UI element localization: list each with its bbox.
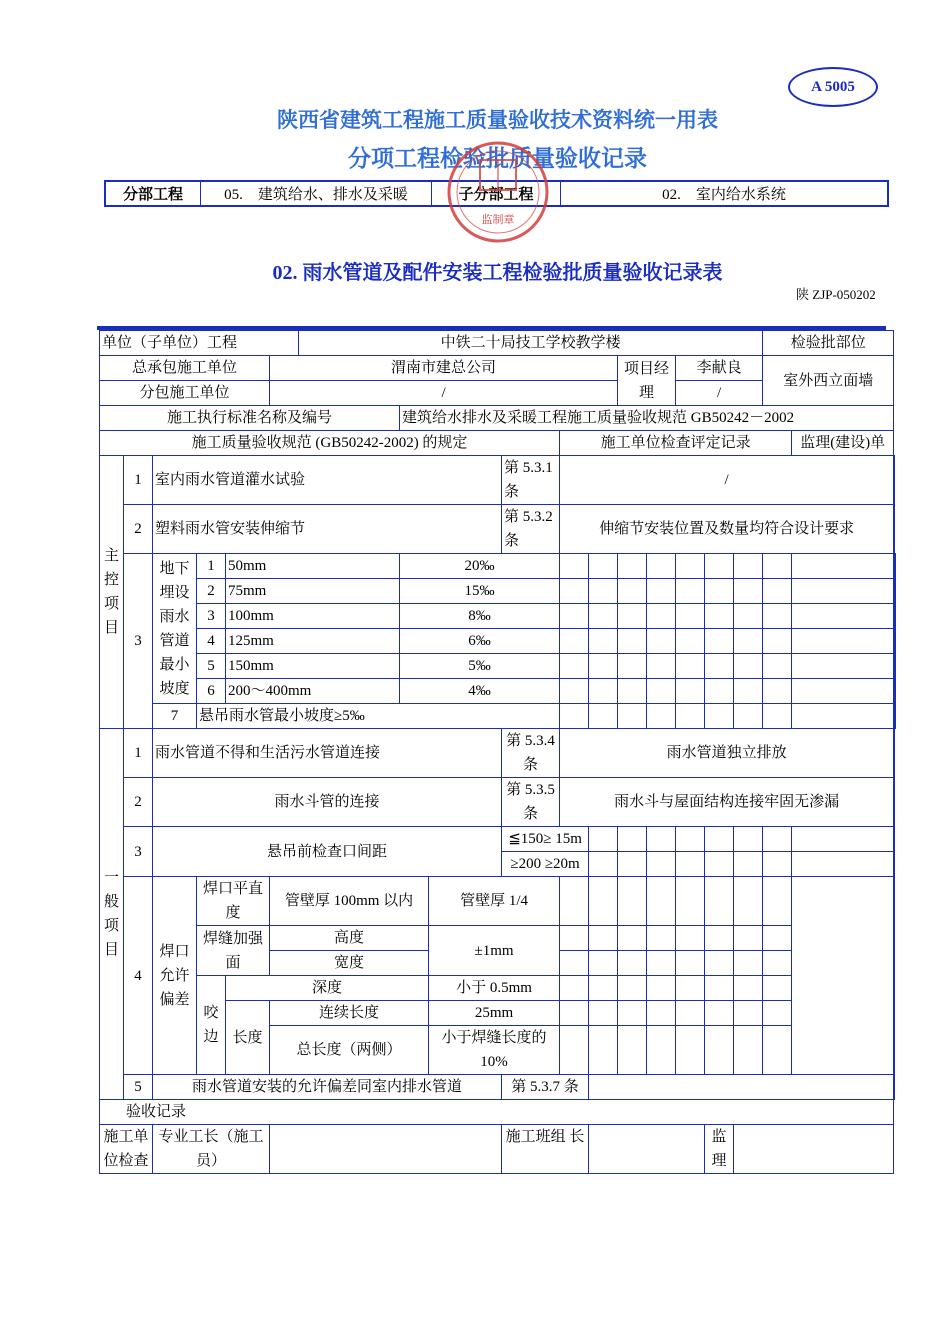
item-no: 1 <box>124 456 153 505</box>
supervise-label: 监理(建设)单 <box>792 431 894 456</box>
contractor-value: 渭南市建总公司 <box>270 356 618 381</box>
slope-value: 5‰ <box>400 654 560 679</box>
item-name: 悬吊前检查口间距 <box>153 827 502 877</box>
unit-value: 中铁二十局技工学校教学楼 <box>299 331 763 356</box>
stamp-label: 监制章 <box>481 213 515 226</box>
weld-deviation-label: 焊口允许偏差 <box>153 877 197 1075</box>
total-length-value: 小于焊缝长度的 10% <box>429 1026 560 1075</box>
total-length-label: 总长度（两侧） <box>270 1026 429 1075</box>
slope-no: 5 <box>197 654 226 679</box>
item-no: 1 <box>124 729 153 778</box>
subcontractor-value: / <box>270 381 618 406</box>
depth-label: 深度 <box>226 976 429 1001</box>
slope-no: 1 <box>197 554 226 579</box>
form-code: 陕 ZJP-050202 <box>796 287 876 302</box>
form-number-badge: A 5005 <box>788 67 878 107</box>
slope-no: 2 <box>197 579 226 604</box>
item-result: 雨水管道独立排放 <box>560 729 894 778</box>
slope-value: 15‰ <box>400 579 560 604</box>
item-name: 雨水管道安装的允许偏差同室内排水管道 <box>153 1075 502 1100</box>
standard-label: 施工执行标准名称及编号 <box>100 406 400 431</box>
batch-label: 检验批部位 <box>763 331 894 356</box>
item-clause: 第 5.3.4 条 <box>502 729 560 778</box>
depth-value: 小于 0.5mm <box>429 976 560 1001</box>
slope-value: 20‰ <box>400 554 560 579</box>
item-no: 4 <box>124 877 153 1075</box>
reinforcement-value: ±1mm <box>429 926 560 976</box>
batch-value: 室外西立面墙 <box>763 356 894 406</box>
pm-label: 项目经理 <box>618 356 676 406</box>
slope-size: 100mm <box>226 604 400 629</box>
item-clause: 第 5.3.7 条 <box>502 1075 589 1100</box>
slope-size: 200～400mm <box>226 679 400 704</box>
item-name: 雨水斗管的连接 <box>153 778 502 827</box>
acceptance-record-label: 验收记录 <box>100 1100 894 1125</box>
wall-thickness-value: 管壁厚 1/4 <box>429 877 560 926</box>
item-name: 室内雨水管道灌水试验 <box>153 456 502 505</box>
unit-label: 单位（子单位）工程 <box>100 331 299 356</box>
spec-label: 施工质量验收规范 (GB50242-2002) 的规定 <box>100 431 560 456</box>
form-title: 分项工程检验批质量验收记录 <box>348 146 647 171</box>
slope-size: 50mm <box>226 554 400 579</box>
main-items-group: 主控项目 <box>100 456 124 729</box>
weld-reinforcement-label: 焊缝加强面 <box>197 926 270 976</box>
item-name: 塑料雨水管安装伸缩节 <box>153 505 502 554</box>
slope-no: 4 <box>197 629 226 654</box>
division-value: 05. 建筑给水、排水及采暖 <box>201 182 432 205</box>
pm-value: 李献良 <box>676 356 763 381</box>
item-no: 2 <box>124 778 153 827</box>
unit-check-label: 施工单位检查 <box>100 1125 153 1174</box>
length-label: 长度 <box>226 1001 270 1075</box>
undercut-label: 咬边 <box>197 976 226 1075</box>
continuous-length-value: 25mm <box>429 1001 560 1026</box>
supervision-stamp <box>446 140 550 244</box>
slope-size: 150mm <box>226 654 400 679</box>
foreman-label: 专业工长（施工员） <box>153 1125 270 1174</box>
table-title: 02. 雨水管道及配件安装工程检验批质量验收记录表 <box>272 262 723 284</box>
item-no: 3 <box>124 554 153 729</box>
item-result: / <box>560 456 894 505</box>
subdivision-value: 02. 室内给水系统 <box>662 187 786 203</box>
item-result: 伸缩节安装位置及数量均符合设计要求 <box>560 505 894 554</box>
supervisor-label: 监理 <box>705 1125 734 1174</box>
spacing-b: ≥200 ≥20m <box>502 852 589 877</box>
slope-no: 7 <box>153 704 197 729</box>
height-label: 高度 <box>270 926 429 951</box>
inspection-table <box>99 330 896 1174</box>
width-label: 宽度 <box>270 951 429 976</box>
item-clause: 第 5.3.5 条 <box>502 778 560 827</box>
general-items-group: 一般项目 <box>100 729 124 1100</box>
item-no: 2 <box>124 505 153 554</box>
item-no: 5 <box>124 1075 153 1100</box>
slope-size: 125mm <box>226 629 400 654</box>
sub-pm-value: / <box>676 381 763 406</box>
subcontractor-label: 分包施工单位 <box>100 381 270 406</box>
team-leader-label: 施工班组 长 <box>502 1125 589 1174</box>
item-result: 雨水斗与屋面结构连接牢固无渗漏 <box>560 778 894 827</box>
slope-value: 6‰ <box>400 629 560 654</box>
item-clause: 第 5.3.1 条 <box>502 456 560 505</box>
subdivision-label: 子分部工程 <box>432 182 561 205</box>
hanging-slope-text: 悬吊雨水管最小坡度≥5‰ <box>197 704 560 729</box>
spacing-a: ≦150≥ 15m <box>502 827 589 852</box>
slope-value: 4‰ <box>400 679 560 704</box>
slope-value: 8‰ <box>400 604 560 629</box>
slope-size: 75mm <box>226 579 400 604</box>
continuous-length-label: 连续长度 <box>270 1001 429 1026</box>
slope-no: 6 <box>197 679 226 704</box>
weld-flatness-label: 焊口平直度 <box>197 877 270 926</box>
standard-value: 建筑给水排水及采暖工程施工质量验收规范 GB50242－2002 <box>400 406 894 431</box>
division-label: 分部工程 <box>106 182 201 205</box>
check-label: 施工单位检查评定记录 <box>560 431 792 456</box>
item-name: 地下埋设雨水管道最小坡度 <box>153 554 197 704</box>
item-no: 3 <box>124 827 153 877</box>
contractor-label: 总承包施工单位 <box>100 356 270 381</box>
slope-no: 3 <box>197 604 226 629</box>
form-series-title: 陕西省建筑工程施工质量验收技术资料统一用表 <box>277 108 718 132</box>
wall-thickness-label: 管壁厚 100mm 以内 <box>270 877 429 926</box>
item-name: 雨水管道不得和生活污水管道连接 <box>153 729 502 778</box>
item-clause: 第 5.3.2 条 <box>502 505 560 554</box>
